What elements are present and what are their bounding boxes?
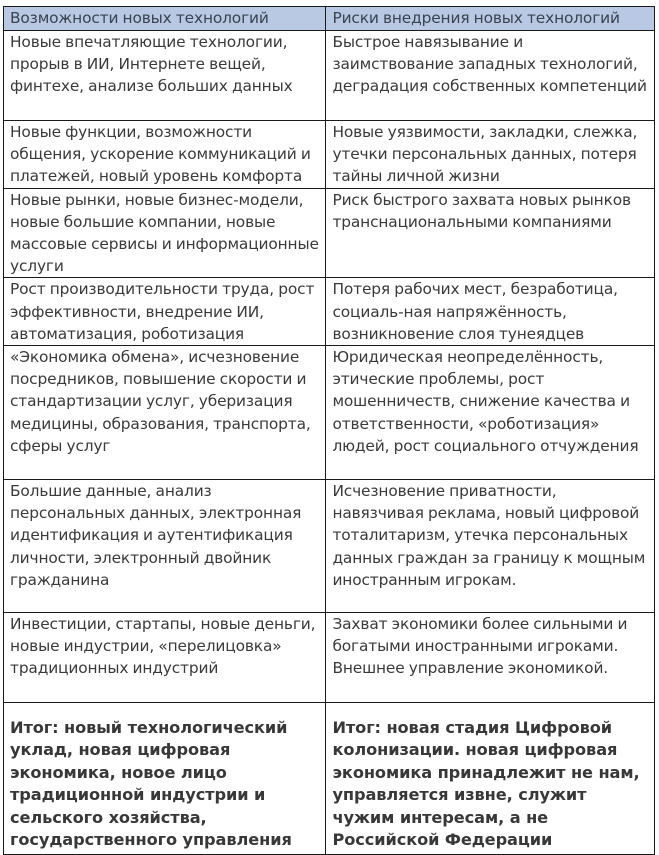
risk-cell [326, 480, 655, 613]
risk-text: Захват экономики более сильными и богатыми иностранными игроками. Внешнее управление экономикой. [332, 615, 628, 678]
opportunity-text: Инвестиции, стартапы, новые деньги, новые индустрии, «перелицовка» традиционных индустрий [10, 615, 316, 678]
header-risks: Риски внедрения новых технологий [326, 7, 655, 31]
table-row [4, 480, 655, 613]
table-row [4, 188, 655, 278]
opportunity-summary-cell [4, 703, 326, 855]
opportunity-text: Рост производительности труда, рост эффективности, внедрение ИИ, автоматизация, роботизация [10, 280, 315, 343]
opportunity-text: Новые функции, возможности общения, ускорение коммуникаций и платежей, новый уровень комфорта [10, 123, 311, 186]
opportunity-summary-text: Итог: новый технологический уклад, новая цифровая экономика, новое лицо традиционной индустрии и сельского хозяйства, государственного управления [10, 718, 292, 850]
opportunity-cell [4, 480, 326, 613]
table-header-row [4, 7, 655, 31]
risk-text: Исчезновение приватности, навязчивая реклама, новый цифровой тоталитаризм, утечка персональных данных граждан за границу к мощным иностранным игрокам. [332, 482, 646, 589]
opportunity-text: Большие данные, анализ персональных данных, электронная идентификация и аутентификация личности, электронный двойник гражданина [10, 482, 302, 589]
table-row [4, 31, 655, 121]
opportunity-text: «Экономика обмена», исчезновение посредников, повышение скорости и стандартизации услуг, уберизация медицины, образования, транспорта, сферы услуг [10, 348, 311, 455]
opportunity-text: Новые рынки, новые бизнес-модели, новые большие компании, новые массовые сервисы и информационные услуги [10, 190, 319, 276]
opportunities-risks-table [3, 6, 655, 855]
opportunity-cell [4, 346, 326, 480]
risk-cell [326, 31, 655, 121]
risk-summary-text: Итог: новая стадия Цифровой колонизации. новая цифровая экономика принадлежит не нам, управляется извне, служит чужим интересам, а не Российской Федерации [332, 718, 640, 850]
opportunity-text: Новые впечатляющие технологии, прорыв в ИИ, Интернете вещей, финтехе, анализе больших данных [10, 33, 293, 96]
table-row [4, 346, 655, 480]
risk-cell [326, 188, 655, 278]
summary-row [4, 703, 655, 855]
risk-text: Юридическая неопределённость, этические проблемы, рост мошенничеств, снижение качества и ответственности, «роботизация» людей, рост социального отчуждения [332, 348, 639, 455]
table-row [4, 121, 655, 189]
table-row [4, 278, 655, 346]
risk-text: Новые уязвимости, закладки, слежка, утечки персональных данных, потеря тайны личной жизни [332, 123, 638, 186]
opportunity-cell [4, 121, 326, 189]
table-row [4, 613, 655, 703]
risk-text: Риск быстрого захвата новых рынков транснациональными компаниями [332, 190, 631, 231]
risk-summary-cell [326, 703, 655, 855]
opportunity-cell [4, 188, 326, 278]
opportunity-cell [4, 31, 326, 121]
risk-text: Потеря рабочих мест, безработица, социаль-ная напряжённость, возникновение слоя тунеядцев [332, 280, 618, 343]
risk-cell [326, 613, 655, 703]
risk-cell [326, 121, 655, 189]
opportunity-cell [4, 278, 326, 346]
risk-cell [326, 346, 655, 480]
header-opportunities: Возможности новых технологий [4, 7, 326, 31]
opportunity-cell [4, 613, 326, 703]
risk-text: Быстрое навязывание и заимствование западных технологий, деградация собственных компетенций [332, 33, 647, 96]
risk-cell [326, 278, 655, 346]
